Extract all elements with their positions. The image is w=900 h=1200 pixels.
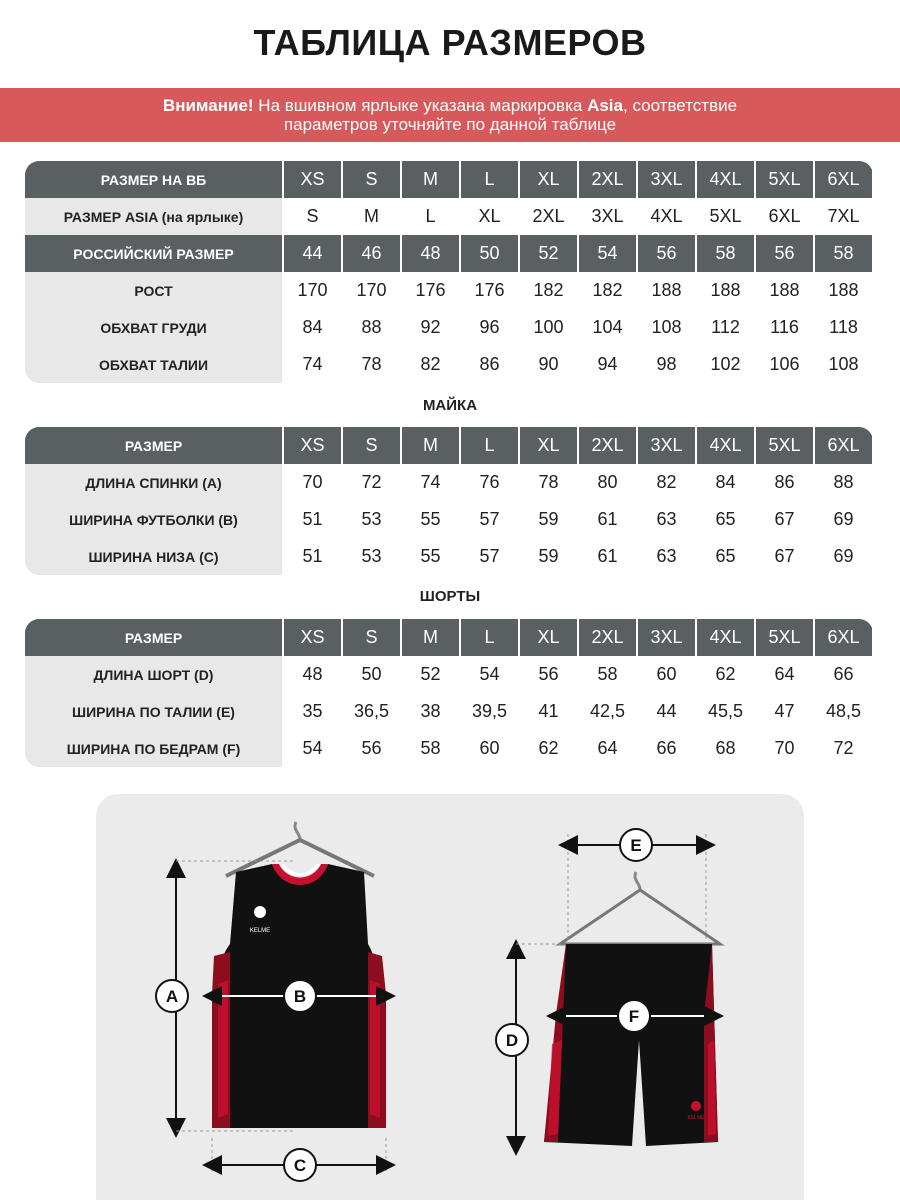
table-cell: 176: [400, 272, 459, 309]
row-label: РАЗМЕР: [25, 619, 282, 656]
marker-a-label: A: [165, 987, 179, 1006]
table-row: [25, 346, 873, 383]
table-cell: 60: [459, 730, 518, 767]
table-cell: 3XL: [577, 198, 636, 235]
table-cell: 54: [459, 656, 518, 693]
table-cell: 78: [518, 464, 577, 501]
table-cell: 4XL: [695, 427, 754, 464]
notice-bold-prefix: Внимание!: [162, 96, 254, 115]
table-cell: 61: [577, 538, 636, 575]
table-cell: 5XL: [695, 198, 754, 235]
table-cell: 86: [754, 464, 813, 501]
row-label: ШИРИНА ФУТБОЛКИ (B): [25, 501, 282, 538]
table-row: [25, 656, 873, 693]
table-cell: L: [459, 427, 518, 464]
table-cell: 76: [459, 464, 518, 501]
table-cell: 6XL: [813, 161, 872, 198]
notice-line-1: [0, 96, 900, 115]
table-cell: 54: [577, 235, 636, 272]
row-label: ОБХВАТ ГРУДИ: [25, 309, 282, 346]
table-cell: 5XL: [754, 619, 813, 656]
marker-c-label: C: [293, 1156, 307, 1175]
table-row: [25, 235, 873, 272]
table-cell: 58: [400, 730, 459, 767]
table-cell: 45,5: [695, 693, 754, 730]
page-title: ТАБЛИЦА РАЗМЕРОВ: [253, 22, 647, 63]
table-cell: 74: [282, 346, 341, 383]
table-cell: 2XL: [518, 198, 577, 235]
table-cell: 59: [518, 538, 577, 575]
table-cell: 74: [400, 464, 459, 501]
table-cell: 53: [341, 501, 400, 538]
table-cell: 50: [459, 235, 518, 272]
table-cell: 57: [459, 538, 518, 575]
table-cell: 51: [282, 538, 341, 575]
table-cell: 68: [695, 730, 754, 767]
table-cell: 48,5: [813, 693, 872, 730]
table-cell: 69: [813, 538, 872, 575]
table-cell: 84: [695, 464, 754, 501]
table-row: [25, 309, 873, 346]
table-cell: 108: [813, 346, 872, 383]
table-cell: 48: [400, 235, 459, 272]
main-size-table: [25, 161, 873, 383]
table-cell: S: [341, 161, 400, 198]
table-cell: 62: [518, 730, 577, 767]
table-cell: 98: [636, 346, 695, 383]
table-cell: 57: [459, 501, 518, 538]
table-cell: XL: [518, 619, 577, 656]
row-label: РАЗМЕР НА ВБ: [25, 161, 282, 198]
notice-text-b: , соответствие: [623, 96, 738, 115]
table-cell: 4XL: [695, 619, 754, 656]
table-row: [25, 501, 873, 538]
shorts-brand-text: KELME: [687, 1115, 705, 1121]
table-cell: 70: [282, 464, 341, 501]
table-cell: 56: [754, 235, 813, 272]
table-cell: 94: [577, 346, 636, 383]
table-cell: 70: [754, 730, 813, 767]
table-cell: 7XL: [813, 198, 872, 235]
table-cell: XS: [282, 427, 341, 464]
table-cell: S: [282, 198, 341, 235]
table-cell: 55: [400, 501, 459, 538]
table-cell: M: [341, 198, 400, 235]
table-cell: 59: [518, 501, 577, 538]
table-cell: 66: [813, 656, 872, 693]
table-cell: S: [341, 619, 400, 656]
table-cell: 5XL: [754, 427, 813, 464]
table-cell: 170: [282, 272, 341, 309]
table-cell: 102: [695, 346, 754, 383]
table-cell: 58: [695, 235, 754, 272]
table-cell: 62: [695, 656, 754, 693]
table-cell: 56: [636, 235, 695, 272]
table-cell: 82: [636, 464, 695, 501]
table-cell: 55: [400, 538, 459, 575]
table-cell: 60: [636, 656, 695, 693]
table-cell: 35: [282, 693, 341, 730]
table-cell: XL: [518, 161, 577, 198]
table-cell: 2XL: [577, 619, 636, 656]
table-cell: 38: [400, 693, 459, 730]
table-cell: 90: [518, 346, 577, 383]
table-cell: 86: [459, 346, 518, 383]
table-row: [25, 272, 873, 309]
table-row: [25, 730, 873, 767]
table-cell: 64: [577, 730, 636, 767]
table-cell: XL: [518, 427, 577, 464]
table-cell: 104: [577, 309, 636, 346]
row-label: ШИРИНА ПО БЕДРАМ (F): [25, 730, 282, 767]
table-cell: 3XL: [636, 161, 695, 198]
table-cell: 52: [400, 656, 459, 693]
table-cell: 5XL: [754, 161, 813, 198]
table-cell: L: [459, 161, 518, 198]
table-cell: 3XL: [636, 427, 695, 464]
table-cell: 108: [636, 309, 695, 346]
table-cell: 50: [341, 656, 400, 693]
table-cell: 182: [577, 272, 636, 309]
table-cell: 96: [459, 309, 518, 346]
marker-b-label: B: [293, 987, 307, 1006]
table-cell: 6XL: [813, 427, 872, 464]
table-cell: 72: [341, 464, 400, 501]
table-cell: L: [400, 198, 459, 235]
table-cell: 65: [695, 501, 754, 538]
table-cell: 41: [518, 693, 577, 730]
table-cell: 118: [813, 309, 872, 346]
table-cell: 92: [400, 309, 459, 346]
table-row: [25, 464, 873, 501]
table-cell: 39,5: [459, 693, 518, 730]
table-cell: L: [459, 619, 518, 656]
jersey-image: [212, 822, 386, 1128]
row-label: ШИРИНА НИЗА (C): [25, 538, 282, 575]
table-cell: XS: [282, 161, 341, 198]
table-cell: 69: [813, 501, 872, 538]
table-cell: 3XL: [636, 619, 695, 656]
table-cell: 100: [518, 309, 577, 346]
marker-f-label: F: [628, 1007, 640, 1026]
measurement-illustration: [96, 794, 804, 1200]
table-cell: 66: [636, 730, 695, 767]
garment-diagram: [96, 794, 804, 1200]
shirt-section-title: МАЙКА: [422, 397, 478, 414]
table-row: [25, 619, 873, 656]
notice-text-a: На вшивном ярлыке указана маркировка: [253, 96, 588, 115]
table-cell: XS: [282, 619, 341, 656]
table-cell: 48: [282, 656, 341, 693]
table-cell: 188: [695, 272, 754, 309]
table-cell: 52: [518, 235, 577, 272]
table-cell: 88: [813, 464, 872, 501]
table-cell: 188: [636, 272, 695, 309]
table-cell: 51: [282, 501, 341, 538]
table-cell: S: [341, 427, 400, 464]
table-cell: 80: [577, 464, 636, 501]
table-row: [25, 198, 873, 235]
row-label: РОССИЙСКИЙ РАЗМЕР: [25, 235, 282, 272]
table-cell: 67: [754, 501, 813, 538]
table-cell: 176: [459, 272, 518, 309]
row-label: РОСТ: [25, 272, 282, 309]
table-cell: 116: [754, 309, 813, 346]
table-row: [25, 427, 873, 464]
table-cell: 106: [754, 346, 813, 383]
table-cell: 58: [813, 235, 872, 272]
table-cell: 53: [341, 538, 400, 575]
table-cell: 188: [813, 272, 872, 309]
row-label: РАЗМЕР: [25, 427, 282, 464]
notice-banner: [0, 88, 900, 142]
table-cell: 54: [282, 730, 341, 767]
table-cell: 84: [282, 309, 341, 346]
table-cell: 188: [754, 272, 813, 309]
table-cell: 2XL: [577, 427, 636, 464]
shorts-size-table: [25, 619, 873, 767]
table-cell: 2XL: [577, 161, 636, 198]
marker-e-label: E: [630, 836, 642, 855]
notice-bold-asia: Asia: [587, 96, 623, 115]
shorts-section-title: ШОРТЫ: [419, 588, 481, 605]
table-cell: 182: [518, 272, 577, 309]
row-label: РАЗМЕР ASIA (на ярлыке): [25, 198, 282, 235]
row-label: ДЛИНА ШОРТ (D): [25, 656, 282, 693]
row-label: ДЛИНА СПИНКИ (A): [25, 464, 282, 501]
table-cell: 82: [400, 346, 459, 383]
table-cell: 65: [695, 538, 754, 575]
table-cell: M: [400, 427, 459, 464]
notice-line-2: параметров уточняйте по данной таблице: [283, 115, 617, 134]
table-cell: 78: [341, 346, 400, 383]
table-cell: 58: [577, 656, 636, 693]
row-label: ОБХВАТ ТАЛИИ: [25, 346, 282, 383]
table-cell: 63: [636, 538, 695, 575]
table-cell: 6XL: [813, 619, 872, 656]
table-cell: 67: [754, 538, 813, 575]
table-cell: XL: [459, 198, 518, 235]
table-cell: 170: [341, 272, 400, 309]
jersey-brand-text: KELME: [249, 928, 271, 934]
table-cell: 6XL: [754, 198, 813, 235]
table-cell: M: [400, 619, 459, 656]
table-cell: 63: [636, 501, 695, 538]
table-cell: M: [400, 161, 459, 198]
table-cell: 112: [695, 309, 754, 346]
table-row: [25, 538, 873, 575]
table-cell: 44: [282, 235, 341, 272]
table-cell: 88: [341, 309, 400, 346]
table-cell: 64: [754, 656, 813, 693]
table-cell: 72: [813, 730, 872, 767]
table-cell: 56: [341, 730, 400, 767]
table-cell: 44: [636, 693, 695, 730]
table-row: [25, 693, 873, 730]
table-cell: 56: [518, 656, 577, 693]
table-cell: 36,5: [341, 693, 400, 730]
table-cell: 4XL: [636, 198, 695, 235]
table-cell: 46: [341, 235, 400, 272]
table-cell: 4XL: [695, 161, 754, 198]
table-cell: 47: [754, 693, 813, 730]
table-cell: 61: [577, 501, 636, 538]
shirt-size-table: [25, 427, 873, 575]
marker-d-label: D: [505, 1031, 519, 1050]
table-row: [25, 161, 873, 198]
table-cell: 42,5: [577, 693, 636, 730]
row-label: ШИРИНА ПО ТАЛИИ (E): [25, 693, 282, 730]
